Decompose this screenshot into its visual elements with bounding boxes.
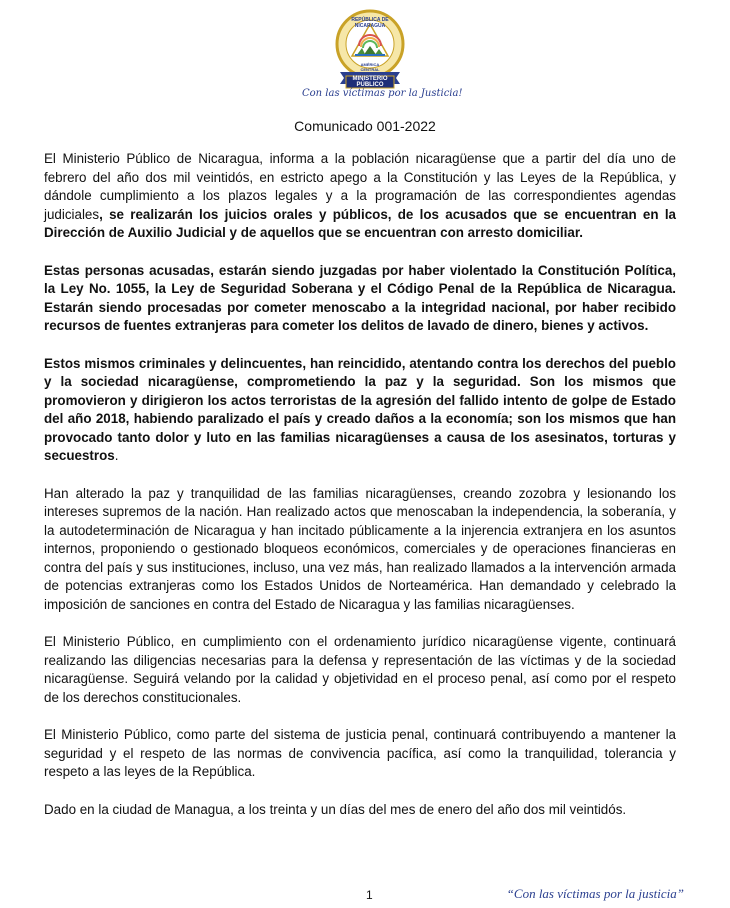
seal-text-top: REPÚBLICA DE NICARAGUA xyxy=(351,17,389,29)
paragraph-2: Estas personas acusadas, estarán siendo juzgadas por haber violentado la Constitución Política, la Ley No. 1055, la Ley de Seguridad Soberana y el Código Penal de la República de Nicaragua. Estarán siendo procesadas por cometer menoscabo a la integridad nacional, por haber recibido recursos de fuentes extranjeras para cometer los delitos de lavado de dinero, bienes y activos. xyxy=(44,262,676,333)
paragraph-1-text: El Ministerio Público de Nicaragua, informa a la población nicaragüense que a partir del día uno de febrero del año dos mil veintidós, en estricto apego a la Constitución y las Leyes de la República, y dándole cumplimiento a los plazos legales y a la programación de las correspondientes agendas judiciales xyxy=(44,151,676,222)
paragraph-1 xyxy=(44,150,676,243)
footer-motto: “Con las víctimas por la justicia” xyxy=(506,886,684,901)
paragraph-3-bold-text: Estos mismos criminales y delincuentes, han reincidido, atentando contra los derechos del pueblo y la sociedad nicaragüense, comprometiendo la paz y la seguridad. Son los mismos que promovieron y dirigieron los actos terroristas de la agresión del fallido intento de golpe de Estado del año 2018, habiendo paralizado el país y creado daños a la economía; son los mismos que han provocado tanto dolor y luto en las familias nicaragüenses a causa de los asesinatos, torturas y secuestros xyxy=(44,355,676,463)
ministerio-banner xyxy=(346,76,394,88)
document-title: Comunicado 001-2022 xyxy=(294,118,436,134)
banner-line-2: PÚBLICO xyxy=(356,82,384,88)
page-number: 1 xyxy=(366,888,373,902)
logo-motto: Con las víctimas por la Justicia! xyxy=(302,88,463,99)
document-body xyxy=(44,150,676,838)
paragraph-3 xyxy=(44,355,676,466)
paragraph-4: Han alterado la paz y tranquilidad de las familias nicaragüenses, creando zozobra y lesionando los intereses supremos de la nación. Han realizado actos que menoscaban la independencia, la soberanía, y la autodeterminación de Nicaragua y han incitado públicamente a la injerencia extranjera en los asuntos internos, proponiendo o gestionado bloqueos económicos, comerciales y de operaciones financieras en contra del país y sus instituciones, incluso, una vez más, han realizado llamados a la intervención armada de potencias extranjeras como los Estados Unidos de Norteamérica. Han demandado y celebrado la imposición de sanciones en contra del Estado de Nicaragua y las familias nicaragüenses. xyxy=(44,485,676,612)
seal-ring-text-bottom xyxy=(352,62,388,72)
paragraph-5: El Ministerio Público, en cumplimiento con el ordenamiento jurídico nicaragüense vigente, continuará realizando las diligencias necesarias para la defensa y representación de las víctimas y de la sociedad nicaragüense. Seguirá velando por la calidad y objetividad en el proceso penal, así como por el respeto de los derechos constitucionales. xyxy=(44,634,676,705)
paragraph-1-bold-text: , se realizarán los juicios orales y públicos, de los acusados que se encuentran en la Dirección de Auxilio Judicial y de aquellos que se encuentran con arresto domiciliar. xyxy=(44,206,676,240)
ministerio-publico-logo xyxy=(300,6,463,116)
seal-text-bottom: AMÉRICA CENTRAL xyxy=(360,62,380,72)
paragraph-3-end: . xyxy=(114,448,119,463)
seal-ring-text xyxy=(347,17,393,29)
paragraph-6: El Ministerio Público, como parte del sistema de justicia penal, continuará contribuyendo a mantener la seguridad y el respeto de las normas de convivencia pacífica, así como la tranquilidad, tolerancia y respeto a las leyes de la República. xyxy=(44,727,676,779)
paragraph-7: Dado en la ciudad de Managua, a los treinta y un días del mes de enero del año dos mil veintidós. xyxy=(44,801,627,817)
banner-line-1: MINISTERIO xyxy=(352,76,388,82)
